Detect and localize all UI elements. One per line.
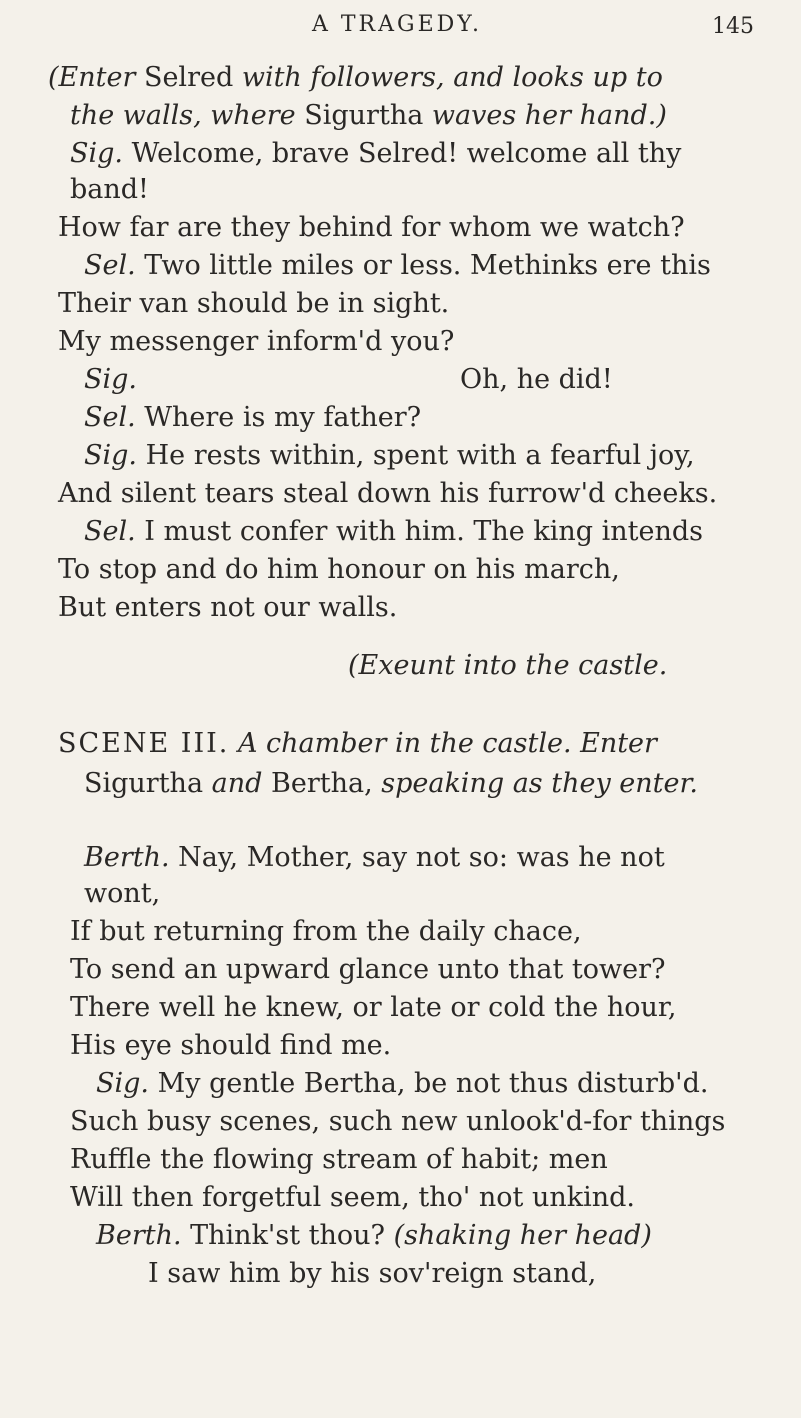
character-name: Selred: [135, 62, 242, 93]
scene-heading: [58, 730, 657, 757]
text-line: [84, 364, 613, 395]
text-line: [70, 1184, 635, 1211]
character-name: Sigurtha: [84, 768, 212, 799]
dialogue-text: To send an upward glance unto that tower?: [70, 954, 666, 985]
stage-direction: and: [211, 768, 263, 799]
dialogue-text: Oh, he did!: [460, 364, 613, 395]
text-line: [70, 918, 582, 945]
stage-direction: waves her hand.): [431, 100, 667, 131]
dialogue-text: To stop and do him honour on his march,: [58, 554, 620, 585]
text-line: [70, 1108, 725, 1135]
text-line: [84, 404, 421, 431]
running-title: A TRAGEDY.: [312, 12, 482, 37]
scene-heading-continued: [84, 770, 698, 797]
dialogue-text: Think'st thou?: [181, 1220, 394, 1251]
stage-direction: speaking as they enter.: [381, 768, 699, 799]
dialogue-text: My messenger inform'd you?: [58, 326, 455, 357]
character-name: Sigurtha: [295, 100, 432, 131]
dialogue-text: My gentle Bertha, be not thus disturb'd.: [149, 1068, 709, 1099]
speaker-label: Sig.: [84, 440, 137, 471]
dialogue-text: band!: [70, 174, 149, 205]
dialogue-text: Where is my father?: [135, 402, 422, 433]
dialogue-text: Nay, Mother, say not so: was he not: [169, 842, 665, 873]
dialogue-text: But enters not our walls.: [58, 592, 398, 623]
dialogue-text: And silent tears steal down his furrow'd cheeks.: [58, 478, 718, 509]
speaker-label: Sel.: [84, 516, 136, 547]
stage-direction: (Enter: [48, 62, 136, 93]
text-line: [58, 328, 454, 355]
text-line: [84, 880, 160, 907]
text-line: [96, 1222, 652, 1249]
speaker-label: Sig.: [96, 1068, 149, 1099]
speaker-label: Sel.: [84, 402, 136, 433]
text-line: [84, 252, 711, 279]
dialogue-text: His eye should find me.: [70, 1030, 392, 1061]
scene-description: A chamber in the castle. Enter: [229, 728, 657, 759]
stage-direction: with followers, and looks up to: [241, 62, 663, 93]
text-line: [70, 956, 665, 983]
text-line: [58, 594, 397, 621]
text-line: [84, 518, 703, 545]
stage-direction: the walls, where: [70, 100, 296, 131]
dialogue-text: wont,: [84, 878, 161, 909]
text-line: [48, 64, 663, 91]
dialogue-text: There well he knew, or late or cold the hour,: [70, 992, 677, 1023]
text-line: [84, 844, 665, 871]
speaker-label: Sig.: [70, 138, 123, 169]
character-name: Bertha,: [262, 768, 382, 799]
text-line: [84, 442, 695, 469]
dialogue-text: He rests within, spent with a fearful joy,: [137, 440, 695, 471]
text-line: [70, 1146, 608, 1173]
stage-direction-line: [348, 652, 667, 679]
dialogue-text: I saw him by his sov'reign stand,: [148, 1258, 597, 1289]
dialogue-text: I must confer with him. The king intends: [135, 516, 703, 547]
speaker-label: Sig.: [84, 364, 137, 395]
dialogue-text: If but returning from the daily chace,: [70, 916, 582, 947]
dialogue-text: Welcome, brave Selred! welcome all thy: [123, 138, 682, 169]
dialogue-text: Their van should be in sight.: [58, 288, 450, 319]
text-line: [70, 994, 676, 1021]
speaker-label: Berth.: [96, 1220, 182, 1251]
text-line: [70, 176, 149, 203]
scene-number: SCENE III.: [58, 728, 230, 759]
text-line: [96, 1070, 708, 1097]
text-line: [58, 214, 685, 241]
dialogue-text: How far are they behind for whom we watch?: [58, 212, 685, 243]
text-line: [70, 1032, 391, 1059]
stage-direction: (shaking her head): [393, 1220, 652, 1251]
text-line: [58, 480, 717, 507]
text-line: [70, 140, 681, 167]
dialogue-text: Will then forgetful seem, tho' not unkind.: [70, 1182, 636, 1213]
page-header: [0, 12, 801, 52]
dialogue-text: Such busy scenes, such new unlook'd-for things: [70, 1106, 726, 1137]
speaker-label: Sel.: [84, 250, 136, 281]
text-line: [58, 556, 620, 583]
text-line: [148, 1260, 596, 1287]
dialogue-text: Two little miles or less. Methinks ere this: [135, 250, 711, 281]
page-number: 145: [712, 14, 754, 39]
speaker-label: Berth.: [84, 842, 170, 873]
text-line: [58, 290, 449, 317]
dialogue-text: Ruffle the flowing stream of habit; men: [70, 1144, 608, 1175]
stage-direction: (Exeunt into the castle.: [348, 650, 668, 681]
text-line: [70, 102, 667, 129]
